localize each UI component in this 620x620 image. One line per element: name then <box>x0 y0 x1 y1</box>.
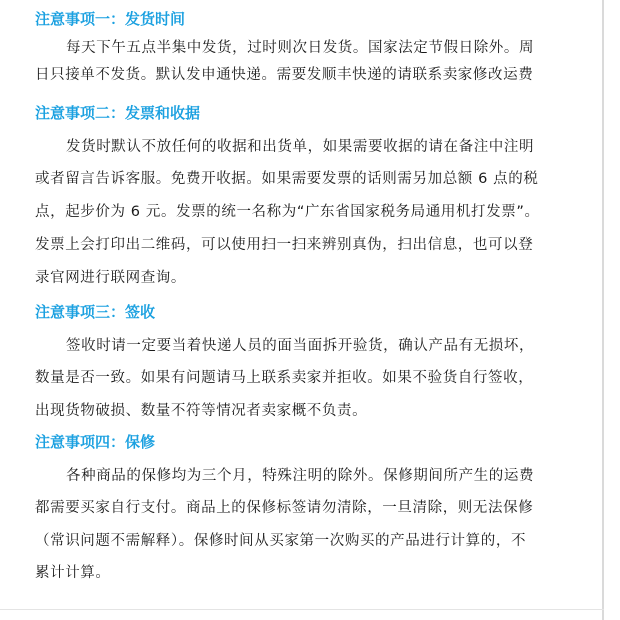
section-title-invoice-receipt: 注意事项二：发票和收据 <box>35 104 201 122</box>
paragraph-line: 发票上会打印出二维码，可以使用扫一扫来辨别真伪，扫出信息，也可以登 <box>35 237 534 253</box>
paragraph-line: 签收时请一定要当着快递人员的面当面拆开验货，确认产品有无损坏， <box>66 338 535 354</box>
paragraph-line: 每天下午五点半集中发货，过时则次日发货。国家法定节假日除外。周 <box>66 40 535 56</box>
section-title-shipping-time: 注意事项一：发货时间 <box>35 10 186 28</box>
page-edge-right <box>602 0 604 620</box>
section-title-warranty: 注意事项四：保修 <box>35 433 156 451</box>
paragraph-line: 累计计算。 <box>35 565 111 581</box>
paragraph-line: 都需要买家自行支付。商品上的保修标签请勿清除，一旦清除，则无法保修 <box>35 500 534 516</box>
paragraph-line: 数量是否一致。如果有问题请马上联系卖家并拒收。如果不验货自行签收， <box>35 370 534 386</box>
section-title-signing: 注意事项三：签收 <box>35 303 156 321</box>
paragraph-line: 各种商品的保修均为三个月，特殊注明的除外。保修期间所产生的运费 <box>66 468 535 484</box>
paragraph-line: （常识问题不需解释）。保修时间从买家第一次购买的产品进行计算的，不 <box>35 533 527 549</box>
paragraph-line: 点，起步价为 6 元。发票的统一名称为“广东省国家税务局通用机打发票”。 <box>35 204 540 220</box>
paragraph-line: 或者留言告诉客服。免费开收据。如果需要发票的话则需另加总额 6 点的税 <box>35 171 539 187</box>
paragraph-line: 日只接单不发货。默认发申通快递。需要发顺丰快递的请联系卖家修改运费 <box>35 67 534 83</box>
paragraph-line: 出现货物破损、数量不符等情况者卖家概不负责。 <box>35 403 368 419</box>
page-edge-bottom <box>0 609 604 610</box>
paragraph-line: 录官网进行联网查询。 <box>35 270 186 286</box>
paragraph-line: 发货时默认不放任何的收据和出货单，如果需要收据的请在备注中注明 <box>66 139 535 155</box>
